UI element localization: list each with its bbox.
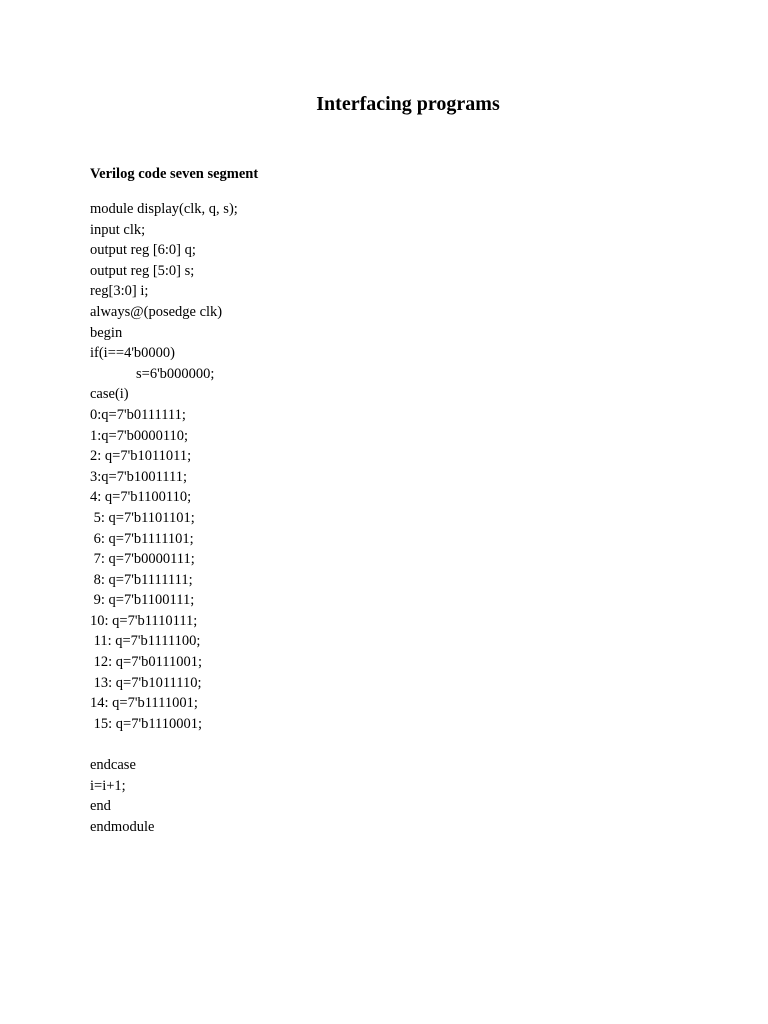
code-line: output reg [6:0] q;	[90, 242, 196, 259]
code-line: always@(posedge clk)	[90, 303, 223, 320]
code-line: end	[90, 798, 111, 815]
code-line: 8: q=7'b1111111;	[90, 571, 193, 588]
code-line: reg[3:0] i;	[90, 283, 149, 300]
code-line: 3:q=7'b1001111;	[90, 468, 187, 485]
code-line: 9: q=7'b1100111;	[90, 592, 195, 609]
code-line: 13: q=7'b1011110;	[90, 674, 202, 691]
code-line: module display(clk, q, s);	[90, 201, 238, 217]
code-line: 12: q=7'b0111001;	[90, 654, 203, 671]
code-line: 2: q=7'b1011011;	[90, 448, 192, 465]
code-line: s=6'b000000;	[136, 365, 215, 382]
code-line: 5: q=7'b1101101;	[90, 509, 195, 526]
code-line: 15: q=7'b1110001;	[90, 715, 203, 732]
code-line: case(i)	[90, 386, 129, 403]
code-line: 6: q=7'b1111101;	[90, 530, 194, 547]
code-line: i=i+1;	[90, 777, 126, 794]
code-line: endmodule	[90, 818, 155, 835]
code-line: 1:q=7'b0000110;	[90, 427, 189, 444]
code-line: if(i==4'b0000)	[90, 345, 176, 362]
code-line: input clk;	[90, 221, 146, 238]
code-line: output reg [5:0] s;	[90, 262, 195, 279]
code-line-blank	[90, 734, 238, 755]
code-line: 7: q=7'b0000111;	[90, 551, 195, 568]
code-line: 14: q=7'b1111001;	[90, 695, 198, 712]
code-line: 11: q=7'b1111100;	[90, 633, 201, 650]
code-line: begin	[90, 324, 123, 341]
code-line: 0:q=7'b0111111;	[90, 406, 186, 423]
section-heading: Verilog code seven segment	[90, 166, 259, 182]
code-block	[90, 199, 238, 837]
code-line: endcase	[90, 757, 136, 774]
page-title: Interfacing programs	[316, 93, 500, 115]
code-line: 4: q=7'b1100110;	[90, 489, 192, 506]
code-line: 10: q=7'b1110111;	[90, 612, 198, 629]
